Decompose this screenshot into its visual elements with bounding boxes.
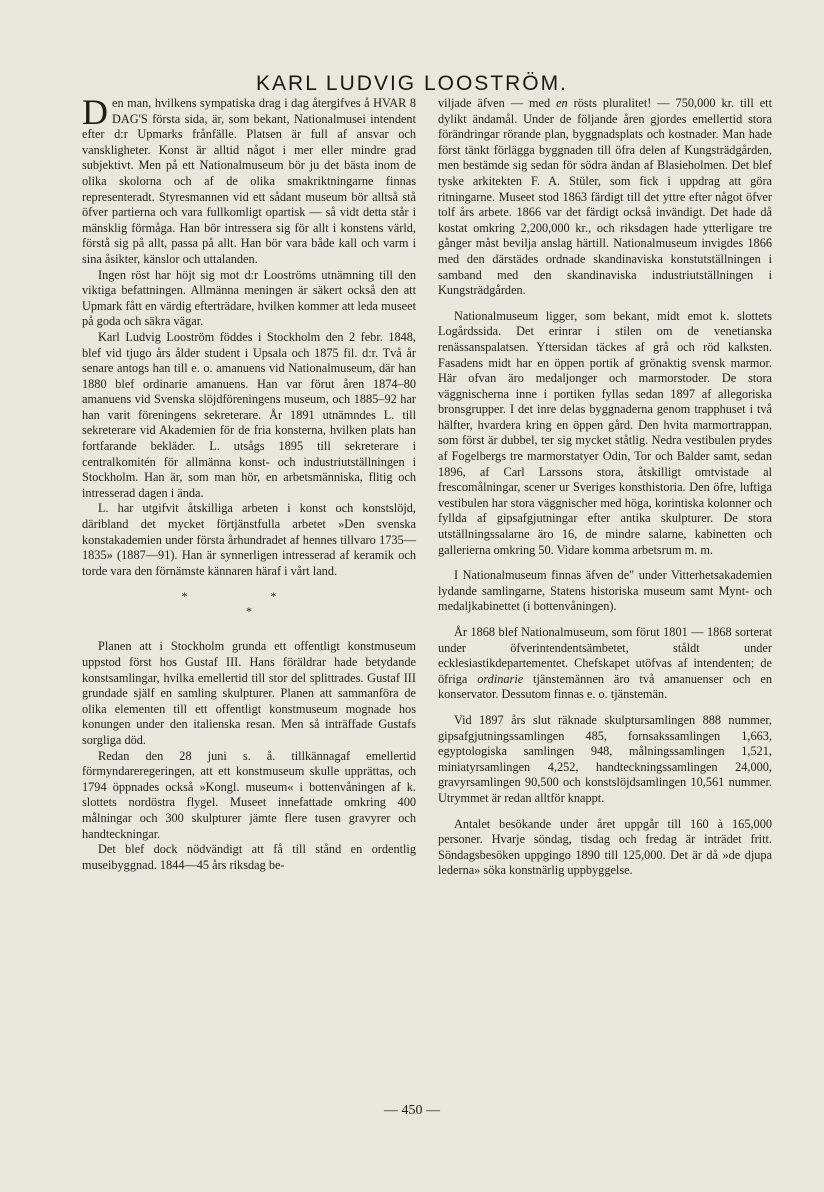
spacer [438, 703, 772, 713]
paragraph-text: År 1868 blef Nationalmuseum, som förut 1801 — 1868 sorterat under öfverintendentsämbetet, ståldt under ecklesiastikdepartementet. Chefskapet utöfvas af intendenten; de öfriga [438, 625, 772, 686]
paragraph [438, 96, 772, 299]
paragraph: Vid 1897 års slut räknade skulptursamlingen 888 nummer, gipsafgjutningssamlingen 485, fornsakssamlingen 1,663, egyptologiska samlingen 948, målningssamlingen 1,521, miniatyrsamlingen 4,252, handteckningssamlingen 24,000, gravyrsamlingen 90,500 och konstslöjdsamlingen 10,561 nummer. Utrymmet är redan alltför knappt. [438, 712, 772, 805]
spacer [438, 807, 772, 817]
page-title: KARL LUDVIG LOOSTRÖM. [256, 72, 568, 96]
paragraph-text: viljade äfven — med [438, 96, 557, 110]
paragraph: I Nationalmuseum finnas äfven de" under Vitterhetsakademien lydande samlingarne, Statens historiska museum samt Mynt- och medaljkabinettet (i bottenvåningen). [438, 568, 772, 614]
paragraph-text: tjänstemännen äro två amanuenser och en konservator. Dessutom finnas e. o. tjänstemän. [438, 671, 773, 702]
emphasis: ordinarie [477, 671, 524, 686]
paragraph: L. har utgifvit åtskilliga arbeten i konst och konstslöjd, däribland det mycket förtjänstfulla arbetet »Den svenska konstakademien under första århundradet af hennes tillvaro 1735—1835» (1887—91). Han är synnerligen intresserad af keramik och torde vara den förnämste kännaren häraf i vårt land. [82, 501, 416, 578]
left-column [82, 92, 416, 873]
section-divider-stars: * * [181, 589, 317, 604]
paragraph: Det blef dock nödvändigt att få till stånd en ordentlig museibyggnad. 1844—45 års riksdag be- [82, 842, 416, 872]
right-column [438, 96, 772, 879]
paragraph: Karl Ludvig Looström föddes i Stockholm den 2 febr. 1848, blef vid tjugo års ålder student i Upsala och 1875 fil. d:r. Två år senare antogs han till e. o. amanuens vid Nationalmuseum, där han 1880 blef ordinarie amanuens. Han var förut åren 1874–80 amanuens vid Svenska slöjdföreningens museum, och 1885–92 har han varit föreningens sekreterare. År 1891 utnämndes L. till sekreterare vid Akademien för de fria konsterna, hvilken plats han fortfarande bekläder. L. utsågs 1895 till sekreterare i centralkomitén för allmänna konst- och industriutställningen i Stockholm. Han är, som man hör, en arbetsmänniska, flitig och intresserad dagen i ända. [82, 329, 416, 500]
emphasis: en [556, 96, 568, 110]
paragraph: Ingen röst har höjt sig mot d:r Looströms utnämning till den viktiga befattningen. Allmänna meningen är säkert också den att Upmark fått en värdig efterträdare, hvilken kommer att leda museet på goda och säkra vägar. [82, 267, 416, 329]
paragraph [438, 625, 772, 703]
spacer [438, 299, 772, 309]
drop-cap: D [82, 92, 108, 132]
paragraph: Redan den 28 juni s. å. tillkännagaf emellertid förmyndareregeringen, att ett konstmuseum skulle upprättas, och 1794 öppnades också »Kongl. museum« i bottenvåningen af k. slottets nordöstra flygel. Museet innefattade omkring 400 målningar och 300 skulpturer jämte flere tusen gravyrer och handteckningar. [82, 748, 416, 841]
page-number: — 450 — [384, 1103, 440, 1118]
spacer [438, 558, 772, 568]
section-divider-star: * [246, 604, 252, 619]
paragraph-text: rösts pluralitet! — 750,000 kr. till ett dylikt ändamål. Under de följande åren gjordes emellertid stora förändringar rörande plan, byggnadsplats och kostnader. Man hade först tänkt förlägga byggnaden till öfra delen af Kungsträdgården, men bestämde sig sedan för södra ändan af Blasieholmen. Det blef tyske arkitekten F. A. Stüler, som fick i uppdrag att göra ritningarne. Museet stod 1863 färdigt till det yttre efter något öfver tolf års arbete. 1866 var det färdigt också invändigt. Det hade då kostat omkring 2,200,000 kr., och riksdagen hade ytterligare tre gånger måst bevilja anslag härtill. Nationalmuseum invigdes 1866 med den därstädes ordnade skandinaviska konstutställningen i samband med den skandinaviska industriutställningen i Kungsträdgården. [438, 96, 773, 298]
spacer [438, 615, 772, 625]
paragraph-text: en man, hvilkens sympatiska drag i dag återgifves å HVAR 8 DAG'S första sida, är, som bekant, Nationalmusei intendent efter d:r Upmarks frånfälle. Platsen är full af ansvar och vanskligheter. Konst är alltid något i mer eller mindre grad subjektivt. Men på ett Nationalmuseum bör ju det bästa inom de olika skolorna och af de olika smakriktningarne finnas representeradt. Styresmannen vid ett sådant museum bör alltså stå öfver partierna och vara fullkomligt opartisk — så vidt detta står i mänsklig förmåga. Han bör intressera sig för allt i konstens värld, förstå sig på allt, passa på allt. Han bör vara både kall och varm i sina åsikter, känslor och uttalanden. [82, 96, 416, 266]
paragraph: Nationalmuseum ligger, som bekant, midt emot k. slottets Logårdssida. Det erinrar i stilen om de venetianska renässanspalatsen. Yttersidan täckes af grå och röd kalksten. Fasadens midt har en öppen portik af grönaktig svensk marmor. Här ofvan äro medaljonger och marmorstoder. De stora väggnischerna inne i portiken fyllas sedan 1897 af allegoriska bronsgrupper. I det inre delas byggnaderna genom trapphuset i två hälfter, hvardera kring en öppen gård. Den hvita marmortrappan, som först är dubbel, ter sig mycket ståtlig. Nedra vestibulen prydes af Fogelbergs tre marmorstatyer Odin, Tor och Balder samt, sedan 1896, af Carl Larssons stora, åtskilligt omtvistade al frescomålningar, scener ur Sveriges konsthistoria. Den öfre, luftiga vestibulen har stora väggnischer med höga, korintiska kolonner och fyllda af gipsafgjutningar efter antika skulpturer. De stora utställningssalarne äro 16, de mindre salarne, kabinetten och gallerierna omkring 50. Vidare komma arbetsrum m. m. [438, 308, 772, 557]
paragraph [82, 92, 416, 268]
paragraph: Antalet besökande under året uppgår till 160 à 165,000 personer. Hvarje söndag, tisdag och fredag är inträdet fritt. Söndagsbesöken uppgingo 1890 till 125,000. Det är då »de djupa lederna» söka konstnärlig uppbyggelse. [438, 816, 772, 878]
paragraph: Planen att i Stockholm grunda ett offentligt konstmuseum uppstod först hos Gustaf III. Hans föräldrar hade betydande konstsamlingar, hvilka emellertid till stor del splittrades. Gustaf III grundade själf en samling skulpturer. Planen att sammanföra de olika elementen till ett offentligt konstmuseum mognade hos konungen under den italienska resan. Men så inträffade Gustafs sorgliga död. [82, 639, 416, 747]
